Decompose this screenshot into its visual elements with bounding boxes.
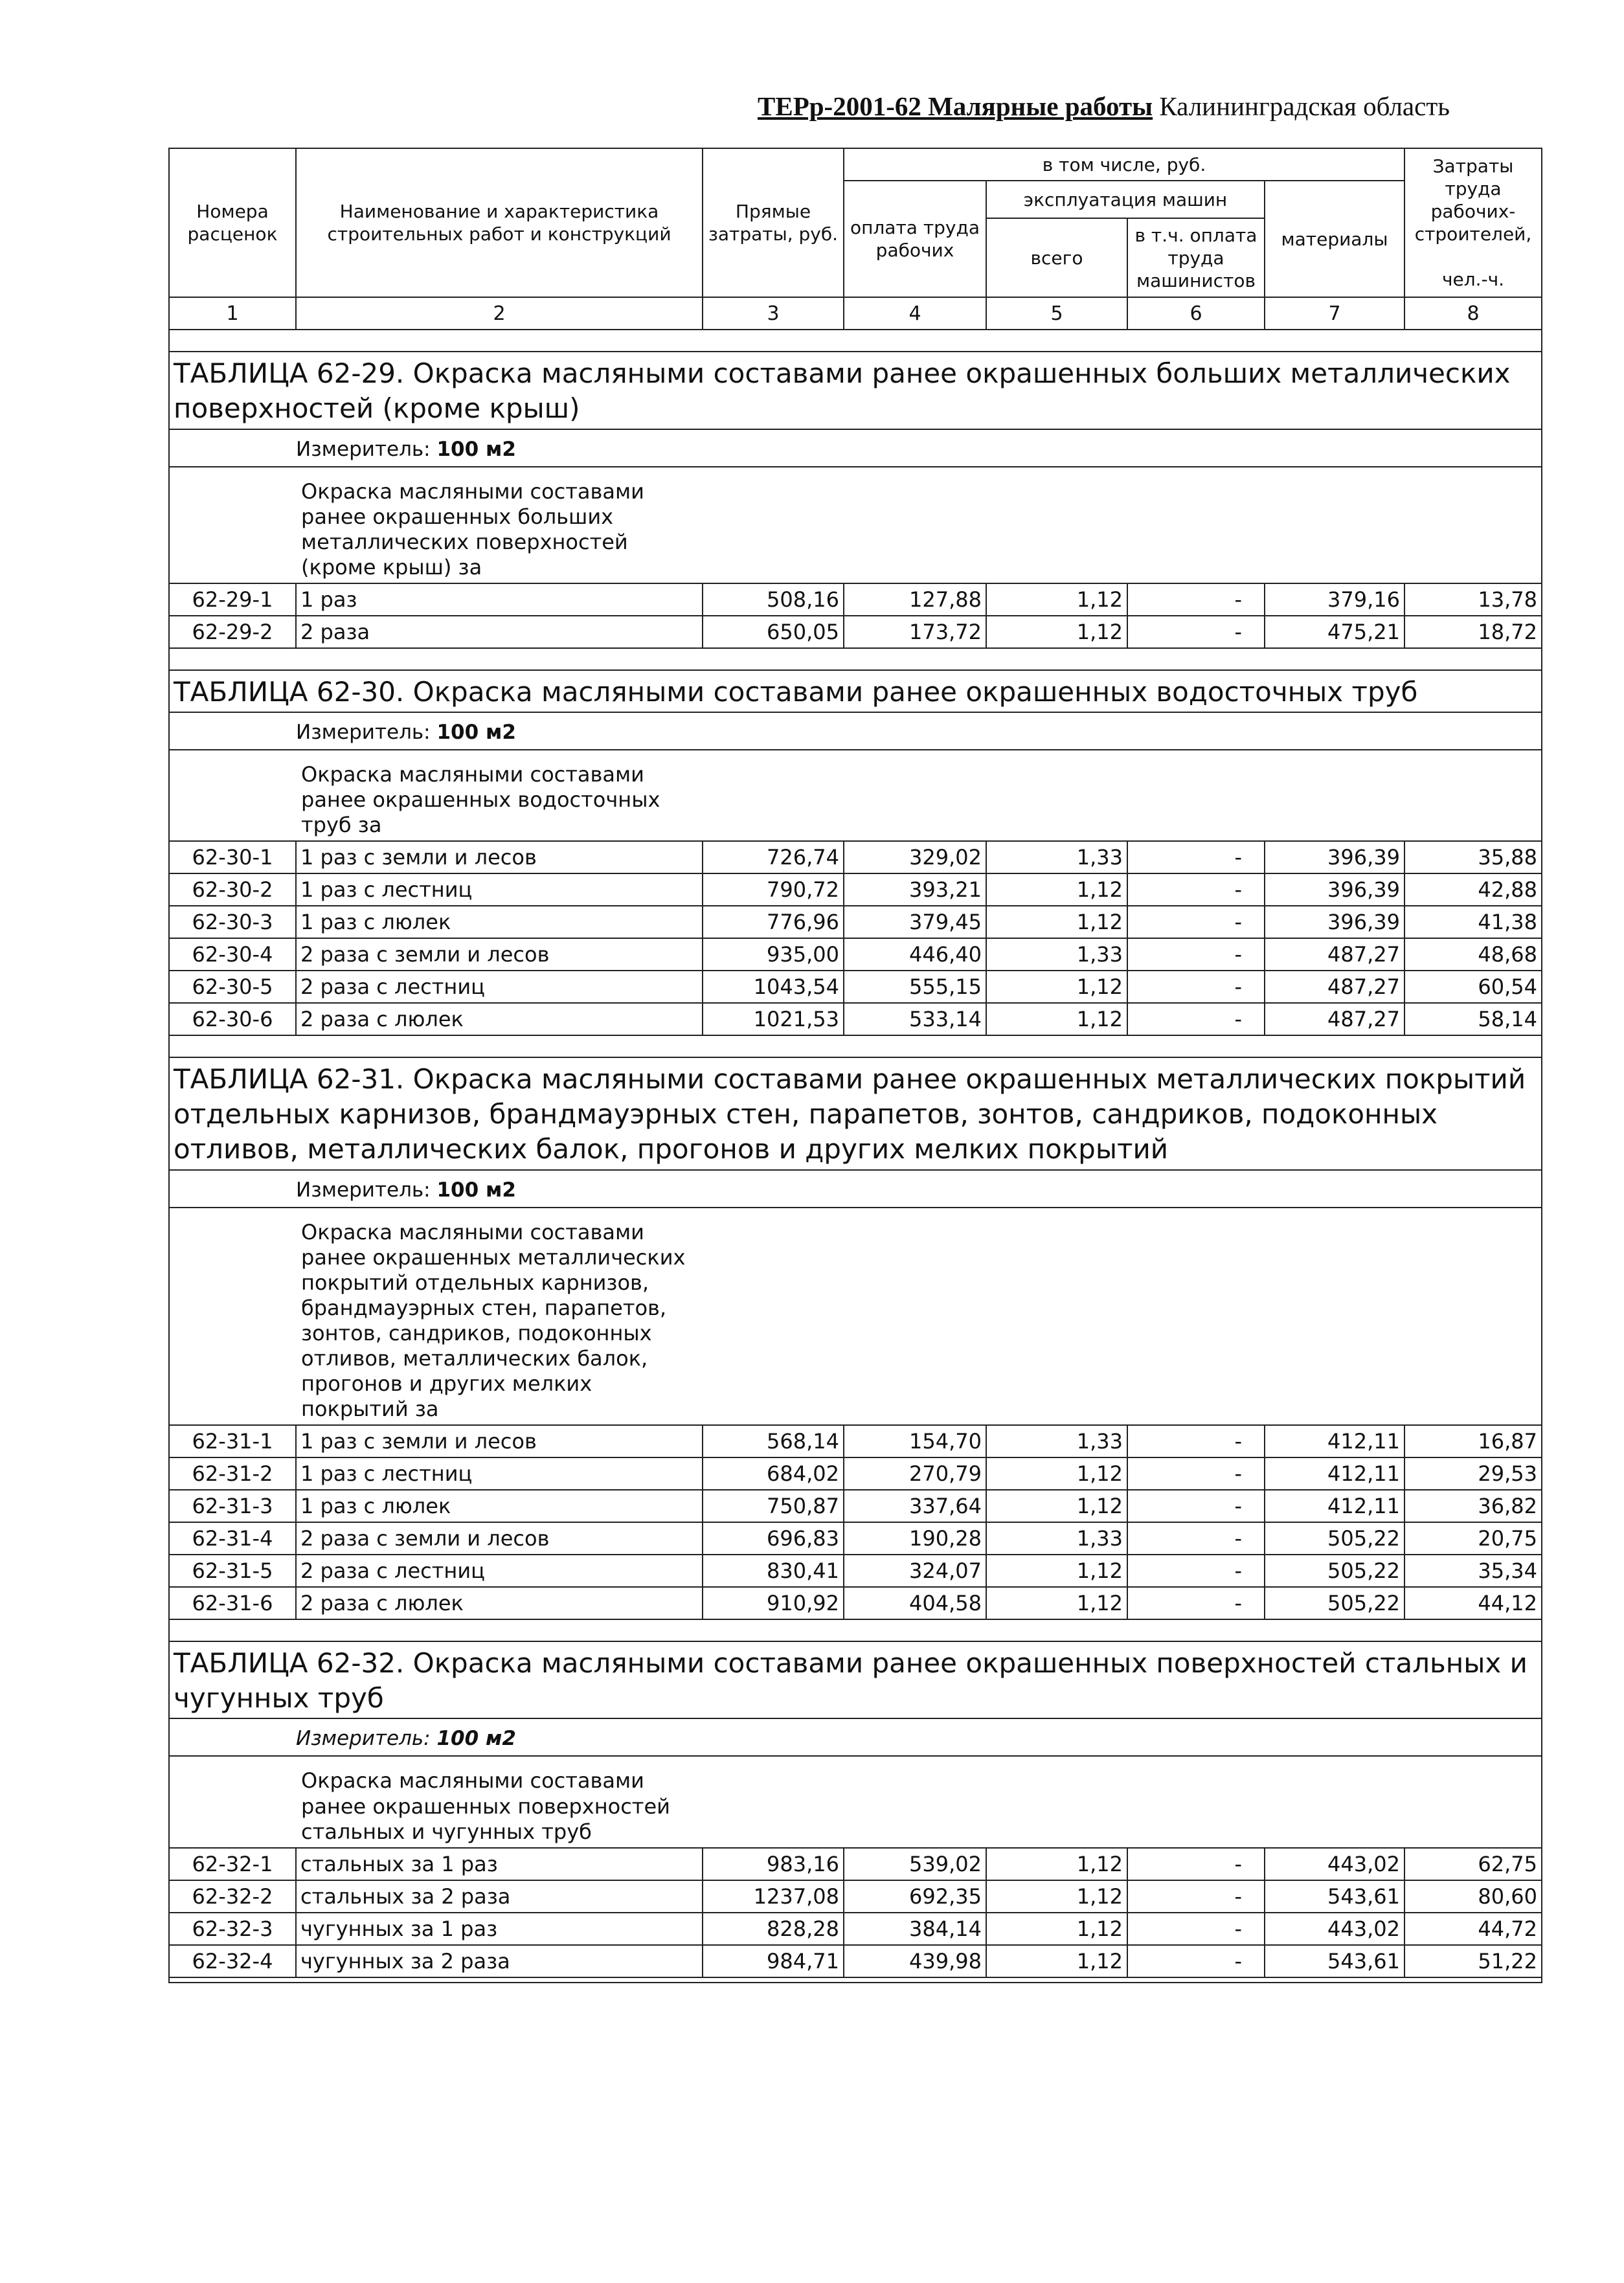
direct-cost: 650,05 bbox=[703, 616, 844, 648]
work-name: 2 раза с земли и лесов bbox=[296, 1522, 703, 1555]
description-spacer bbox=[169, 750, 296, 841]
work-description: Окраска масляными составами ранее окрашенных водосточных труб за bbox=[301, 762, 660, 838]
measure-row bbox=[169, 1170, 1542, 1208]
machine-cost: 1,12 bbox=[986, 1003, 1127, 1035]
col-header-incl: в том числе, руб. bbox=[844, 148, 1404, 181]
rate-code: 62-31-3 bbox=[169, 1490, 296, 1522]
measure-value: 100 м2 bbox=[436, 437, 516, 461]
table-row bbox=[169, 938, 1542, 971]
machine-cost: 1,12 bbox=[986, 1945, 1127, 1977]
machine-cost: 1,12 bbox=[986, 616, 1127, 648]
machinist-wages: - bbox=[1127, 1457, 1265, 1490]
col-header-name: Наименование и характеристика строительных работ и конструкций bbox=[296, 148, 703, 297]
labor-cost: 20,75 bbox=[1404, 1522, 1542, 1555]
materials-cost: 443,02 bbox=[1265, 1848, 1404, 1880]
section-title-row bbox=[169, 670, 1542, 713]
rate-code: 62-31-4 bbox=[169, 1522, 296, 1555]
table-row bbox=[169, 1945, 1542, 1977]
work-name: стальных за 2 раза bbox=[296, 1880, 703, 1913]
rate-code: 62-30-3 bbox=[169, 906, 296, 938]
work-name: 1 раз с земли и лесов bbox=[296, 1425, 703, 1457]
col-header-machines: эксплуатация машин bbox=[986, 181, 1265, 218]
col-header-machines-total: всего bbox=[986, 218, 1127, 297]
wages-cost: 446,40 bbox=[844, 938, 986, 971]
section-title: ТАБЛИЦА 62-31. Окраска масляными составами ранее окрашенных металлических покрытий отдельных карнизов, брандмауэрных стен, парапетов, зонтов, сандриков, подоконных отливов, металлических балок, прогонов и других мелких покрытий bbox=[169, 1057, 1542, 1169]
wages-cost: 539,02 bbox=[844, 1848, 986, 1880]
section-title: ТАБЛИЦА 62-30. Окраска масляными составами ранее окрашенных водосточных труб bbox=[169, 670, 1542, 713]
machine-cost: 1,12 bbox=[986, 971, 1127, 1003]
measure-label: Измеритель: bbox=[296, 437, 431, 461]
measure-spacer bbox=[169, 712, 296, 750]
work-name: 1 раз с лестниц bbox=[296, 1457, 703, 1490]
labor-cost: 42,88 bbox=[1404, 873, 1542, 906]
machinist-wages: - bbox=[1127, 616, 1265, 648]
direct-cost: 696,83 bbox=[703, 1522, 844, 1555]
wages-cost: 384,14 bbox=[844, 1913, 986, 1945]
measure-cell bbox=[296, 712, 1542, 750]
machinist-wages: - bbox=[1127, 1425, 1265, 1457]
materials-cost: 505,22 bbox=[1265, 1522, 1404, 1555]
measure-value: 100 м2 bbox=[436, 1727, 516, 1751]
work-name: 1 раз с люлек bbox=[296, 1490, 703, 1522]
measure-spacer bbox=[169, 429, 296, 467]
section-spacer bbox=[169, 330, 1542, 352]
col-header-labor bbox=[1404, 148, 1542, 297]
page-header bbox=[758, 91, 1450, 122]
work-name: чугунных за 1 раз bbox=[296, 1913, 703, 1945]
measure-cell bbox=[296, 1718, 1542, 1756]
wages-cost: 692,35 bbox=[844, 1880, 986, 1913]
measure-value: 100 м2 bbox=[436, 1178, 516, 1202]
region-name: Калининградская область bbox=[1159, 91, 1450, 121]
rate-code: 62-31-1 bbox=[169, 1425, 296, 1457]
work-name: 1 раз с земли и лесов bbox=[296, 841, 703, 873]
col-header-machines-wages: в т.ч. оплата труда машинистов bbox=[1127, 218, 1265, 297]
wages-cost: 329,02 bbox=[844, 841, 986, 873]
spacer-cell bbox=[169, 1619, 1542, 1641]
wages-cost: 154,70 bbox=[844, 1425, 986, 1457]
wages-cost: 127,88 bbox=[844, 583, 986, 616]
measure-spacer bbox=[169, 1170, 296, 1208]
col-header-materials: материалы bbox=[1265, 181, 1404, 297]
table-row bbox=[169, 1522, 1542, 1555]
rate-code: 62-32-4 bbox=[169, 1945, 296, 1977]
spacer-cell bbox=[169, 648, 1542, 670]
wages-cost: 533,14 bbox=[844, 1003, 986, 1035]
labor-cost: 35,88 bbox=[1404, 841, 1542, 873]
rate-code: 62-30-6 bbox=[169, 1003, 296, 1035]
materials-cost: 505,22 bbox=[1265, 1555, 1404, 1587]
work-name: 2 раза с лестниц bbox=[296, 1555, 703, 1587]
materials-cost: 505,22 bbox=[1265, 1587, 1404, 1619]
description-spacer bbox=[169, 1208, 296, 1425]
rates-table-wrapper bbox=[168, 148, 1541, 1983]
column-number: 4 bbox=[844, 297, 986, 330]
col-header-wages: оплата труда рабочих bbox=[844, 181, 986, 297]
machinist-wages: - bbox=[1127, 1848, 1265, 1880]
rates-table bbox=[168, 148, 1542, 1983]
machine-cost: 1,12 bbox=[986, 1913, 1127, 1945]
materials-cost: 412,11 bbox=[1265, 1457, 1404, 1490]
column-number: 3 bbox=[703, 297, 844, 330]
rate-code: 62-29-2 bbox=[169, 616, 296, 648]
machine-cost: 1,33 bbox=[986, 1425, 1127, 1457]
direct-cost: 684,02 bbox=[703, 1457, 844, 1490]
spacer-cell bbox=[169, 330, 1542, 352]
materials-cost: 487,27 bbox=[1265, 971, 1404, 1003]
description-spacer bbox=[169, 467, 296, 583]
direct-cost: 1237,08 bbox=[703, 1880, 844, 1913]
measure-label: Измеритель: bbox=[296, 1727, 431, 1751]
labor-cost: 36,82 bbox=[1404, 1490, 1542, 1522]
machine-cost: 1,12 bbox=[986, 1848, 1127, 1880]
machine-cost: 1,12 bbox=[986, 1555, 1127, 1587]
rate-code: 62-31-6 bbox=[169, 1587, 296, 1619]
section-spacer bbox=[169, 1035, 1542, 1057]
work-name: 1 раз с лестниц bbox=[296, 873, 703, 906]
table-end-cell bbox=[169, 1977, 1542, 1983]
labor-cost: 62,75 bbox=[1404, 1848, 1542, 1880]
machinist-wages: - bbox=[1127, 873, 1265, 906]
measure-row bbox=[169, 1718, 1542, 1756]
column-number: 5 bbox=[986, 297, 1127, 330]
table-row bbox=[169, 616, 1542, 648]
labor-cost: 51,22 bbox=[1404, 1945, 1542, 1977]
materials-cost: 487,27 bbox=[1265, 938, 1404, 971]
machinist-wages: - bbox=[1127, 938, 1265, 971]
section-spacer bbox=[169, 1619, 1542, 1641]
machine-cost: 1,12 bbox=[986, 1880, 1127, 1913]
description-cell bbox=[296, 1756, 1542, 1847]
description-row bbox=[169, 1756, 1542, 1847]
labor-cost: 58,14 bbox=[1404, 1003, 1542, 1035]
wages-cost: 555,15 bbox=[844, 971, 986, 1003]
work-name: 2 раза с люлек bbox=[296, 1587, 703, 1619]
work-name: стальных за 1 раз bbox=[296, 1848, 703, 1880]
table-row bbox=[169, 906, 1542, 938]
column-number: 7 bbox=[1265, 297, 1404, 330]
direct-cost: 984,71 bbox=[703, 1945, 844, 1977]
section-title-row bbox=[169, 352, 1542, 429]
rate-code: 62-30-2 bbox=[169, 873, 296, 906]
wages-cost: 439,98 bbox=[844, 1945, 986, 1977]
table-row bbox=[169, 1555, 1542, 1587]
work-name: 2 раза bbox=[296, 616, 703, 648]
machine-cost: 1,12 bbox=[986, 1457, 1127, 1490]
rate-code: 62-29-1 bbox=[169, 583, 296, 616]
column-numbers-row bbox=[169, 297, 1542, 330]
direct-cost: 568,14 bbox=[703, 1425, 844, 1457]
measure-label: Измеритель: bbox=[296, 1178, 431, 1202]
col-header-direct: Прямые затраты, руб. bbox=[703, 148, 844, 297]
measure-cell bbox=[296, 429, 1542, 467]
direct-cost: 508,16 bbox=[703, 583, 844, 616]
section-title-row bbox=[169, 1641, 1542, 1719]
direct-cost: 750,87 bbox=[703, 1490, 844, 1522]
materials-cost: 396,39 bbox=[1265, 906, 1404, 938]
direct-cost: 910,92 bbox=[703, 1587, 844, 1619]
wages-cost: 173,72 bbox=[844, 616, 986, 648]
description-cell bbox=[296, 1208, 1542, 1425]
description-cell bbox=[296, 467, 1542, 583]
materials-cost: 379,16 bbox=[1265, 583, 1404, 616]
machinist-wages: - bbox=[1127, 1587, 1265, 1619]
direct-cost: 726,74 bbox=[703, 841, 844, 873]
wages-cost: 393,21 bbox=[844, 873, 986, 906]
work-name: чугунных за 2 раза bbox=[296, 1945, 703, 1977]
measure-row bbox=[169, 712, 1542, 750]
table-row bbox=[169, 1848, 1542, 1880]
machine-cost: 1,33 bbox=[986, 938, 1127, 971]
materials-cost: 412,11 bbox=[1265, 1425, 1404, 1457]
wages-cost: 337,64 bbox=[844, 1490, 986, 1522]
labor-cost: 18,72 bbox=[1404, 616, 1542, 648]
table-row bbox=[169, 873, 1542, 906]
labor-cost: 44,72 bbox=[1404, 1913, 1542, 1945]
table-end-row bbox=[169, 1977, 1542, 1983]
work-name: 2 раза с люлек bbox=[296, 1003, 703, 1035]
wages-cost: 379,45 bbox=[844, 906, 986, 938]
wages-cost: 190,28 bbox=[844, 1522, 986, 1555]
machine-cost: 1,12 bbox=[986, 873, 1127, 906]
description-row bbox=[169, 750, 1542, 841]
machinist-wages: - bbox=[1127, 1490, 1265, 1522]
direct-cost: 828,28 bbox=[703, 1913, 844, 1945]
direct-cost: 935,00 bbox=[703, 938, 844, 971]
materials-cost: 443,02 bbox=[1265, 1913, 1404, 1945]
table-row bbox=[169, 1425, 1542, 1457]
table-row bbox=[169, 1457, 1542, 1490]
labor-header-text: Затраты труда рабочих-строителей, bbox=[1414, 155, 1532, 245]
materials-cost: 475,21 bbox=[1265, 616, 1404, 648]
rate-code: 62-31-5 bbox=[169, 1555, 296, 1587]
column-number: 6 bbox=[1127, 297, 1265, 330]
machinist-wages: - bbox=[1127, 1555, 1265, 1587]
materials-cost: 543,61 bbox=[1265, 1945, 1404, 1977]
labor-cost: 80,60 bbox=[1404, 1880, 1542, 1913]
description-cell bbox=[296, 750, 1542, 841]
direct-cost: 1021,53 bbox=[703, 1003, 844, 1035]
measure-cell bbox=[296, 1170, 1542, 1208]
labor-cost: 60,54 bbox=[1404, 971, 1542, 1003]
table-row bbox=[169, 1880, 1542, 1913]
work-name: 1 раз bbox=[296, 583, 703, 616]
column-number: 1 bbox=[169, 297, 296, 330]
rate-code: 62-32-3 bbox=[169, 1913, 296, 1945]
materials-cost: 396,39 bbox=[1265, 841, 1404, 873]
work-name: 2 раза с лестниц bbox=[296, 971, 703, 1003]
spacer-cell bbox=[169, 1035, 1542, 1057]
direct-cost: 830,41 bbox=[703, 1555, 844, 1587]
labor-cost: 48,68 bbox=[1404, 938, 1542, 971]
table-row bbox=[169, 583, 1542, 616]
rate-code: 62-32-2 bbox=[169, 1880, 296, 1913]
labor-cost: 41,38 bbox=[1404, 906, 1542, 938]
machinist-wages: - bbox=[1127, 841, 1265, 873]
measure-spacer bbox=[169, 1718, 296, 1756]
measure-label: Измеритель: bbox=[296, 721, 431, 745]
machine-cost: 1,12 bbox=[986, 1587, 1127, 1619]
labor-cost: 29,53 bbox=[1404, 1457, 1542, 1490]
labor-cost: 35,34 bbox=[1404, 1555, 1542, 1587]
direct-cost: 790,72 bbox=[703, 873, 844, 906]
machinist-wages: - bbox=[1127, 583, 1265, 616]
machine-cost: 1,12 bbox=[986, 906, 1127, 938]
rate-code: 62-30-4 bbox=[169, 938, 296, 971]
rate-code: 62-30-1 bbox=[169, 841, 296, 873]
table-row bbox=[169, 1490, 1542, 1522]
document-code: ТЕРр-2001-62 Малярные работы bbox=[758, 91, 1153, 121]
table-row bbox=[169, 1913, 1542, 1945]
machine-cost: 1,12 bbox=[986, 583, 1127, 616]
labor-cost: 13,78 bbox=[1404, 583, 1542, 616]
labor-cost: 16,87 bbox=[1404, 1425, 1542, 1457]
section-title: ТАБЛИЦА 62-29. Окраска масляными составами ранее окрашенных больших металлических поверхностей (кроме крыш) bbox=[169, 352, 1542, 429]
section-title: ТАБЛИЦА 62-32. Окраска масляными составами ранее окрашенных поверхностей стальных и чугунных труб bbox=[169, 1641, 1542, 1719]
wages-cost: 270,79 bbox=[844, 1457, 986, 1490]
section-title-row bbox=[169, 1057, 1542, 1169]
materials-cost: 543,61 bbox=[1265, 1880, 1404, 1913]
col-header-code: Номера расценок bbox=[169, 148, 296, 297]
materials-cost: 412,11 bbox=[1265, 1490, 1404, 1522]
machinist-wages: - bbox=[1127, 1945, 1265, 1977]
table-row bbox=[169, 1003, 1542, 1035]
work-name: 1 раз с люлек bbox=[296, 906, 703, 938]
work-description: Окраска масляными составами ранее окрашенных больших металлических поверхностей (кроме крыш) за bbox=[301, 478, 644, 579]
description-row bbox=[169, 467, 1542, 583]
rate-code: 62-31-2 bbox=[169, 1457, 296, 1490]
work-description: Окраска масляными составами ранее окрашенных поверхностей стальных и чугунных труб bbox=[301, 1768, 670, 1844]
labor-cost: 44,12 bbox=[1404, 1587, 1542, 1619]
wages-cost: 404,58 bbox=[844, 1587, 986, 1619]
work-description: Окраска масляными составами ранее окрашенных металлических покрытий отдельных карнизов, брандмауэрных стен, парапетов, зонтов, сандриков, подоконных отливов, металлических балок, прогонов и других мелких покрытий за bbox=[301, 1219, 686, 1421]
rate-code: 62-32-1 bbox=[169, 1848, 296, 1880]
machinist-wages: - bbox=[1127, 971, 1265, 1003]
measure-row bbox=[169, 429, 1542, 467]
materials-cost: 487,27 bbox=[1265, 1003, 1404, 1035]
direct-cost: 1043,54 bbox=[703, 971, 844, 1003]
materials-cost: 396,39 bbox=[1265, 873, 1404, 906]
description-row bbox=[169, 1208, 1542, 1425]
machinist-wages: - bbox=[1127, 1880, 1265, 1913]
table-row bbox=[169, 971, 1542, 1003]
column-number: 8 bbox=[1404, 297, 1542, 330]
column-number: 2 bbox=[296, 297, 703, 330]
direct-cost: 983,16 bbox=[703, 1848, 844, 1880]
measure-value: 100 м2 bbox=[436, 721, 516, 745]
work-name: 2 раза с земли и лесов bbox=[296, 938, 703, 971]
machinist-wages: - bbox=[1127, 1003, 1265, 1035]
table-row bbox=[169, 1587, 1542, 1619]
description-spacer bbox=[169, 1756, 296, 1847]
machine-cost: 1,33 bbox=[986, 1522, 1127, 1555]
table-row bbox=[169, 841, 1542, 873]
machinist-wages: - bbox=[1127, 906, 1265, 938]
rate-code: 62-30-5 bbox=[169, 971, 296, 1003]
section-spacer bbox=[169, 648, 1542, 670]
direct-cost: 776,96 bbox=[703, 906, 844, 938]
machinist-wages: - bbox=[1127, 1913, 1265, 1945]
wages-cost: 324,07 bbox=[844, 1555, 986, 1587]
machine-cost: 1,12 bbox=[986, 1490, 1127, 1522]
labor-header-unit: чел.-ч. bbox=[1441, 269, 1505, 290]
machine-cost: 1,33 bbox=[986, 841, 1127, 873]
machinist-wages: - bbox=[1127, 1522, 1265, 1555]
